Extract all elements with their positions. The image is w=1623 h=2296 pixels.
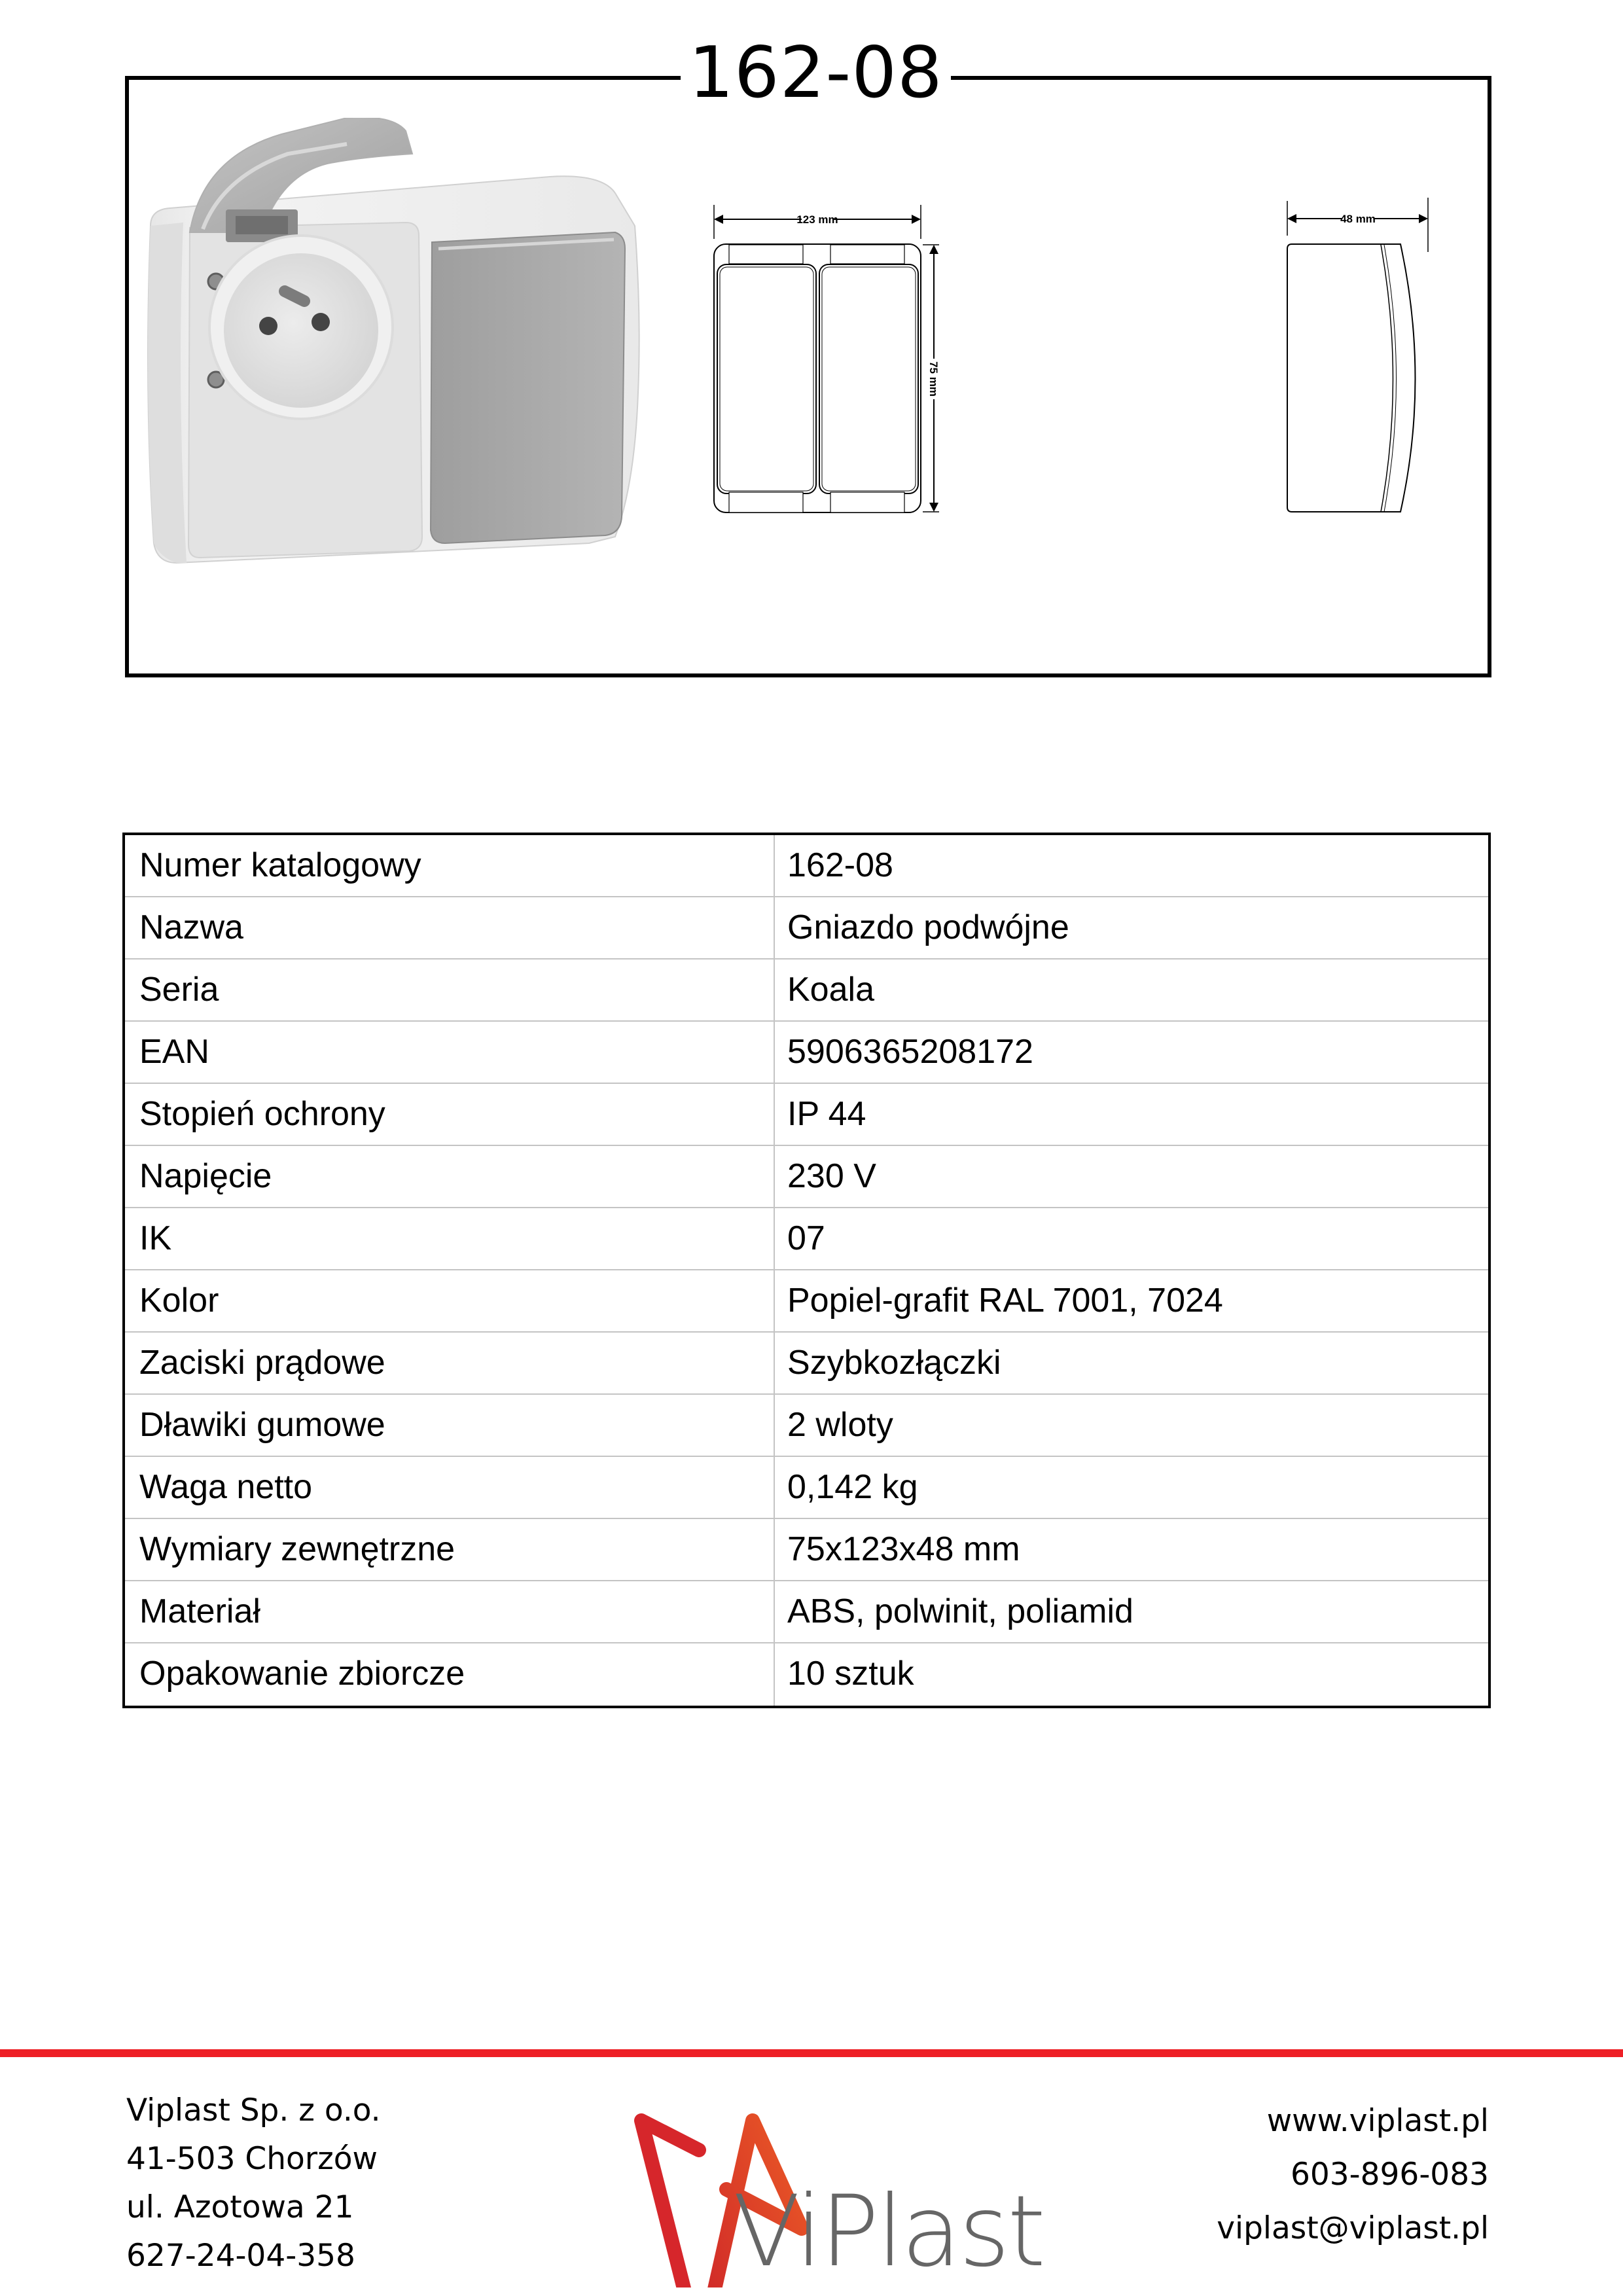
spec-label: Nazwa xyxy=(125,897,775,958)
table-row xyxy=(125,835,1488,897)
table-row xyxy=(125,1022,1488,1084)
spec-value: ABS, polwinit, poliamid xyxy=(787,1592,1133,1630)
cover-left xyxy=(717,264,816,493)
table-row xyxy=(125,1643,1488,1706)
table-row xyxy=(125,1457,1488,1519)
spec-label: Opakowanie zbiorcze xyxy=(125,1643,775,1706)
closed-lid xyxy=(431,232,625,543)
phone-number: 603-896-083 xyxy=(1290,2157,1489,2193)
spec-value: 75x123x48 mm xyxy=(787,1530,1020,1568)
table-row xyxy=(125,1333,1488,1395)
logo-wordmark: ViPlast xyxy=(733,2175,1044,2289)
spec-label: Stopień ochrony xyxy=(125,1084,775,1145)
table-row xyxy=(125,1208,1488,1270)
website-link[interactable]: www.viplast.pl xyxy=(1266,2103,1489,2139)
spec-label: EAN xyxy=(125,1022,775,1083)
spec-label: Dławiki gumowe xyxy=(125,1395,775,1456)
page-title: 162-08 xyxy=(688,32,943,114)
company-contact xyxy=(1217,2094,1489,2255)
spec-value: 0,142 kg xyxy=(787,1468,918,1506)
spec-value: Gniazdo podwójne xyxy=(787,908,1069,946)
company-city: 41-503 Chorzów xyxy=(126,2141,378,2177)
spec-value: 10 sztuk xyxy=(787,1655,914,1693)
spec-value: Popiel-grafit RAL 7001, 7024 xyxy=(787,1282,1223,1319)
spec-value: 07 xyxy=(787,1219,825,1257)
front-outline xyxy=(714,244,921,512)
spec-label: Napięcie xyxy=(125,1146,775,1207)
spec-label: Numer katalogowy xyxy=(125,835,775,896)
spec-label: Waga netto xyxy=(125,1457,775,1518)
spec-label: Materiał xyxy=(125,1581,775,1642)
spec-label: Seria xyxy=(125,960,775,1020)
table-row xyxy=(125,1146,1488,1208)
socket-hole-right xyxy=(312,313,330,331)
spec-label: Kolor xyxy=(125,1270,775,1331)
footer-divider xyxy=(0,2049,1623,2057)
width-dimension-label: 123 mm xyxy=(796,213,838,226)
spec-value: 2 wloty xyxy=(787,1406,893,1444)
spec-value: IP 44 xyxy=(787,1095,866,1133)
company-street: ul. Azotowa 21 xyxy=(126,2189,354,2225)
height-dimension-label: 75 mm xyxy=(927,361,940,397)
socket-hole-left xyxy=(259,317,277,335)
table-row xyxy=(125,1270,1488,1333)
technical-drawing-front xyxy=(707,190,1243,543)
product-photo xyxy=(131,118,707,615)
spec-label: IK xyxy=(125,1208,775,1269)
table-row xyxy=(125,1581,1488,1643)
company-tax-id: 627-24-04-358 xyxy=(126,2238,355,2274)
spec-value: Szybkozłączki xyxy=(787,1344,1001,1382)
table-row xyxy=(125,960,1488,1022)
cover-right xyxy=(819,264,918,493)
spec-value: Koala xyxy=(787,971,874,1009)
spec-value: 230 V xyxy=(787,1157,876,1195)
table-row xyxy=(125,897,1488,960)
spec-label: Zaciski prądowe xyxy=(125,1333,775,1393)
table-row xyxy=(125,1519,1488,1581)
depth-dimension-label: 48 mm xyxy=(1340,213,1376,225)
spec-value: 5906365208172 xyxy=(787,1033,1033,1071)
company-name: Viplast Sp. z o.o. xyxy=(126,2092,381,2128)
spec-value: 162-08 xyxy=(787,846,893,884)
email-link[interactable]: viplast@viplast.pl xyxy=(1217,2210,1489,2246)
table-row xyxy=(125,1395,1488,1457)
table-row xyxy=(125,1084,1488,1146)
spec-table xyxy=(122,833,1491,1708)
spec-label: Wymiary zewnętrzne xyxy=(125,1519,775,1580)
technical-drawing-side xyxy=(1270,190,1479,543)
company-address xyxy=(126,2087,381,2280)
